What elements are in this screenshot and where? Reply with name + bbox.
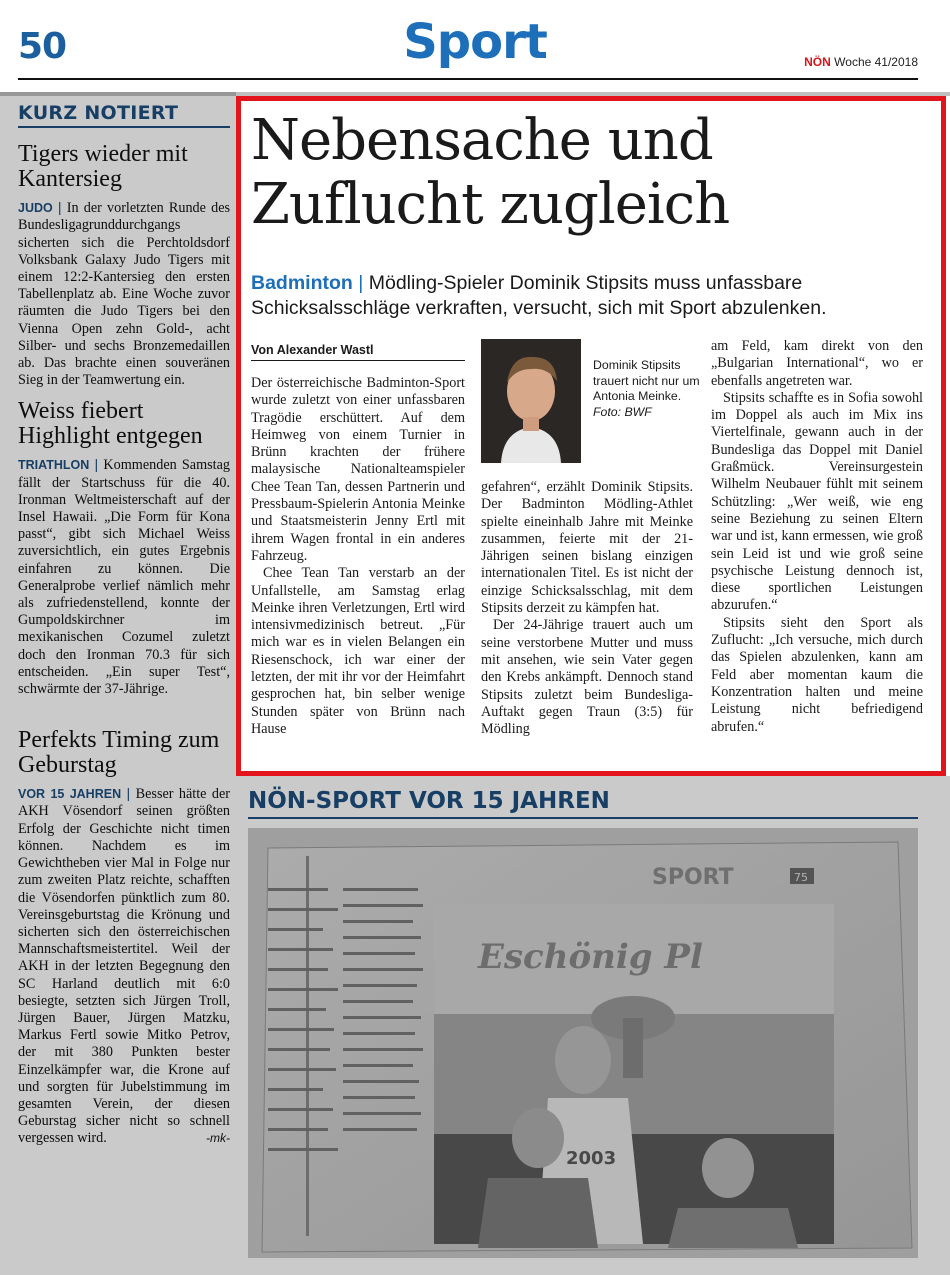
tag-separator: | — [57, 200, 62, 217]
article-column-1 — [251, 375, 465, 738]
byline: Von Alexander Wastl — [251, 343, 465, 361]
article-column-3 — [711, 338, 923, 736]
paragraph: Der österreichische Badminton-Sport wurde zuletzt von einer unfassbaren Tragödie erschüttert. Auf dem Heimweg von einem Turnier in Brünn krachten der frühere malaysische Nationalteamspieler Chee Tean Tan, dessen Partnerin und Pressbaum-Spielerin Antonia Meinke und Staatsmeisterin Jenny Ertl mit ihrem Wagen frontal in ein anderes Fahrzeug. — [251, 375, 465, 564]
brief-text: Besser hätte der AKH Vösendorf seinen größten Erfolg der Geschichte nicht timen können. Nachdem es im Gewichtheben vier Mal in Folge nur zum zweiten Platz reichte, schafften die Vösendorfen pünktlich zum 80. Vereinsgeburtstag die Krönung und sicherten sich den österreichischen Mannschaftsmeistertitel. Weil der AKH in der letzten Begegnung den SC Harland deutlich mit 6:0 besiegte, setzten sich Jürgen Troll, Jürgen Bauer, Jürgen Matzku, Markus Fertl sowie Mitko Petrov, der mit 380 Punkten bester Einzelkämpfer war, die Krone auf und sorgten für Jubelstimmung im gesamten Verein, der diesen Geburstag sicher nicht so schnell vergessen wird. — [18, 786, 231, 1147]
brief-headline: Tigers wieder mit Kantersieg — [18, 141, 188, 193]
deck-tag: Badminton — [251, 272, 353, 294]
paragraph: Stipsits schaffte es in Sofia sowohl im Doppel als auch im Mix ins Viertelfinale, gewann auch in der Bundesliga das Doppel mit Daniel Graßmück. Vereinsurgestein Wilhelm Neubauer fühlt mit seinem Schützling: „Wer weiß, wie eng seine Beziehung zu seinen Eltern war und ist, kann ermessen, wie groß sein Leid ist und wie groß seine psychische Leistung dennoch ist, diese sportlichen Leistungen abzurufen.“ — [711, 389, 923, 614]
photo-credit: Foto: BWF — [593, 404, 652, 419]
paragraph: Der 24-Jährige trauert auch um seine verstorbene Mutter und muss mit ansehen, wie sein Vater gegen den Krebs ankämpft. Dennoch stand Stipsits zuletzt beim Bundesliga-Auftakt gegen Traun (3:5) für Mödling — [481, 617, 693, 738]
dim-overlay-bottom — [236, 776, 950, 1275]
headline-line-2: Zuflucht zugleich — [251, 172, 730, 237]
shirt-number: 2003 — [566, 1148, 617, 1169]
deck-separator: | — [358, 272, 364, 294]
headline-line-1: Nebensache und — [251, 108, 713, 173]
section-title: Sport — [403, 14, 547, 70]
kurz-notiert-title: KURZ NOTIERT — [18, 105, 230, 128]
player-portrait-illustration — [481, 339, 581, 463]
brief-tag: VOR 15 JAHREN — [18, 787, 122, 802]
header-rule — [18, 78, 918, 80]
archive-section-title: NÖN-SPORT VOR 15 JAHREN — [248, 788, 918, 819]
brief-headline: Perfekts Timing zum Geburstag — [18, 727, 220, 779]
player-photo — [481, 339, 581, 463]
brief-headline: Weiss fiebert Highlight entgegen — [18, 398, 203, 450]
brief-text: Kommenden Samstag fällt der Startschuss für die 40. Ironman Weltmeisterschaft auf der Insel Hawaii. „Die Form für Kona passt“, gibt sich Michael Weiss zuversichtlich, ein gutes Ergebnis einfahren zu können. Die Generalprobe verlief nämlich mehr als zufriedenstellend, konnte der Gumpoldskirchner im mexikanischen Cozumel zuletzt doch den Ironman 70.3 für sich entscheiden. „Ein super Test“, schwärmte der 37-Jährige. — [18, 457, 230, 698]
paragraph: gefahren“, erzählt Dominik Stipsits. Der Badminton Mödling-Athlet spielte eineinhalb Jahre mit Meinke zusammen, feierte mit der 21-Jährigen seinen bislang einzigen internationalen Titel. Es ist nicht der einzige Schicksalsschlag, mit dem Stipsits derzeit zu kämpfen hat. — [481, 479, 693, 617]
paragraph: Chee Tean Tan verstarb an der Unfallstelle, am Samstag erlag Meinke ihren Verletzungen, Ertl wird intensivmedizinisch betreut. „Für mich war es in vielen Belangen ein Riesenschock, ich war einer der letzten, der mit ihr vor der Heimfahrt gesprochen hat, bin selber wenige Stunden später von Brünn nach Hause — [251, 565, 465, 737]
brand-logo: NÖN — [804, 55, 831, 69]
brief-text: In der vorletzten Runde des Bundesligagrunddurchgangs sicherten sich die Perchtoldsdorf Volksbank Galaxy Judo Tigers mit einem 12:2-Kantersieg den ersten Tabellenplatz ab. Eine Woche zuvor räumten die Judo Tigers bei den Vienna Open zehn Gold-, acht Silber- und sechs Bronzemedaillen ab. Das brachte einen souveränen Sieg in der Teamwertung ein. — [18, 200, 231, 389]
brief-signature: -mk- — [206, 1131, 230, 1146]
deck-text: Mödling-Spieler Dominik Stipsits muss unfassbare Schicksalsschläge verkraften, versucht, sich mit Sport abzulenken. — [251, 272, 827, 319]
article-column-2 — [481, 479, 693, 738]
article-headline — [251, 109, 931, 237]
brief-tag: TRIATHLON — [18, 458, 90, 473]
clipping-section-label: SPORT — [652, 865, 734, 890]
article-deck — [251, 271, 931, 321]
highlighted-article — [236, 96, 946, 776]
issue-info — [804, 55, 918, 69]
paragraph: Stipsits sieht den Sport als Zuflucht: „Ich versuche, mich durch das Spielen abzulenken, kann am Feld aber momentan kaum die Konzentration halten und meine Leistung nicht befriedigend abrufen.“ — [711, 614, 923, 735]
paragraph: am Feld, kam direkt von den „Bulgarian International“, wo er ebenfalls angetreten war. — [711, 338, 923, 389]
brief-tag: JUDO — [18, 201, 53, 216]
banner-text: Eschönig Pl — [478, 937, 703, 977]
dim-overlay-left — [0, 92, 236, 1275]
page-number: 50 — [18, 26, 67, 67]
issue-week: Woche 41/2018 — [834, 55, 918, 69]
tag-separator: | — [94, 457, 99, 474]
clipping-page-number: 75 — [794, 871, 808, 884]
photo-caption — [593, 358, 703, 420]
tag-separator: | — [126, 786, 131, 803]
caption-text: Dominik Stipsits trauert nicht nur um Antonia Meinke. — [593, 358, 700, 403]
